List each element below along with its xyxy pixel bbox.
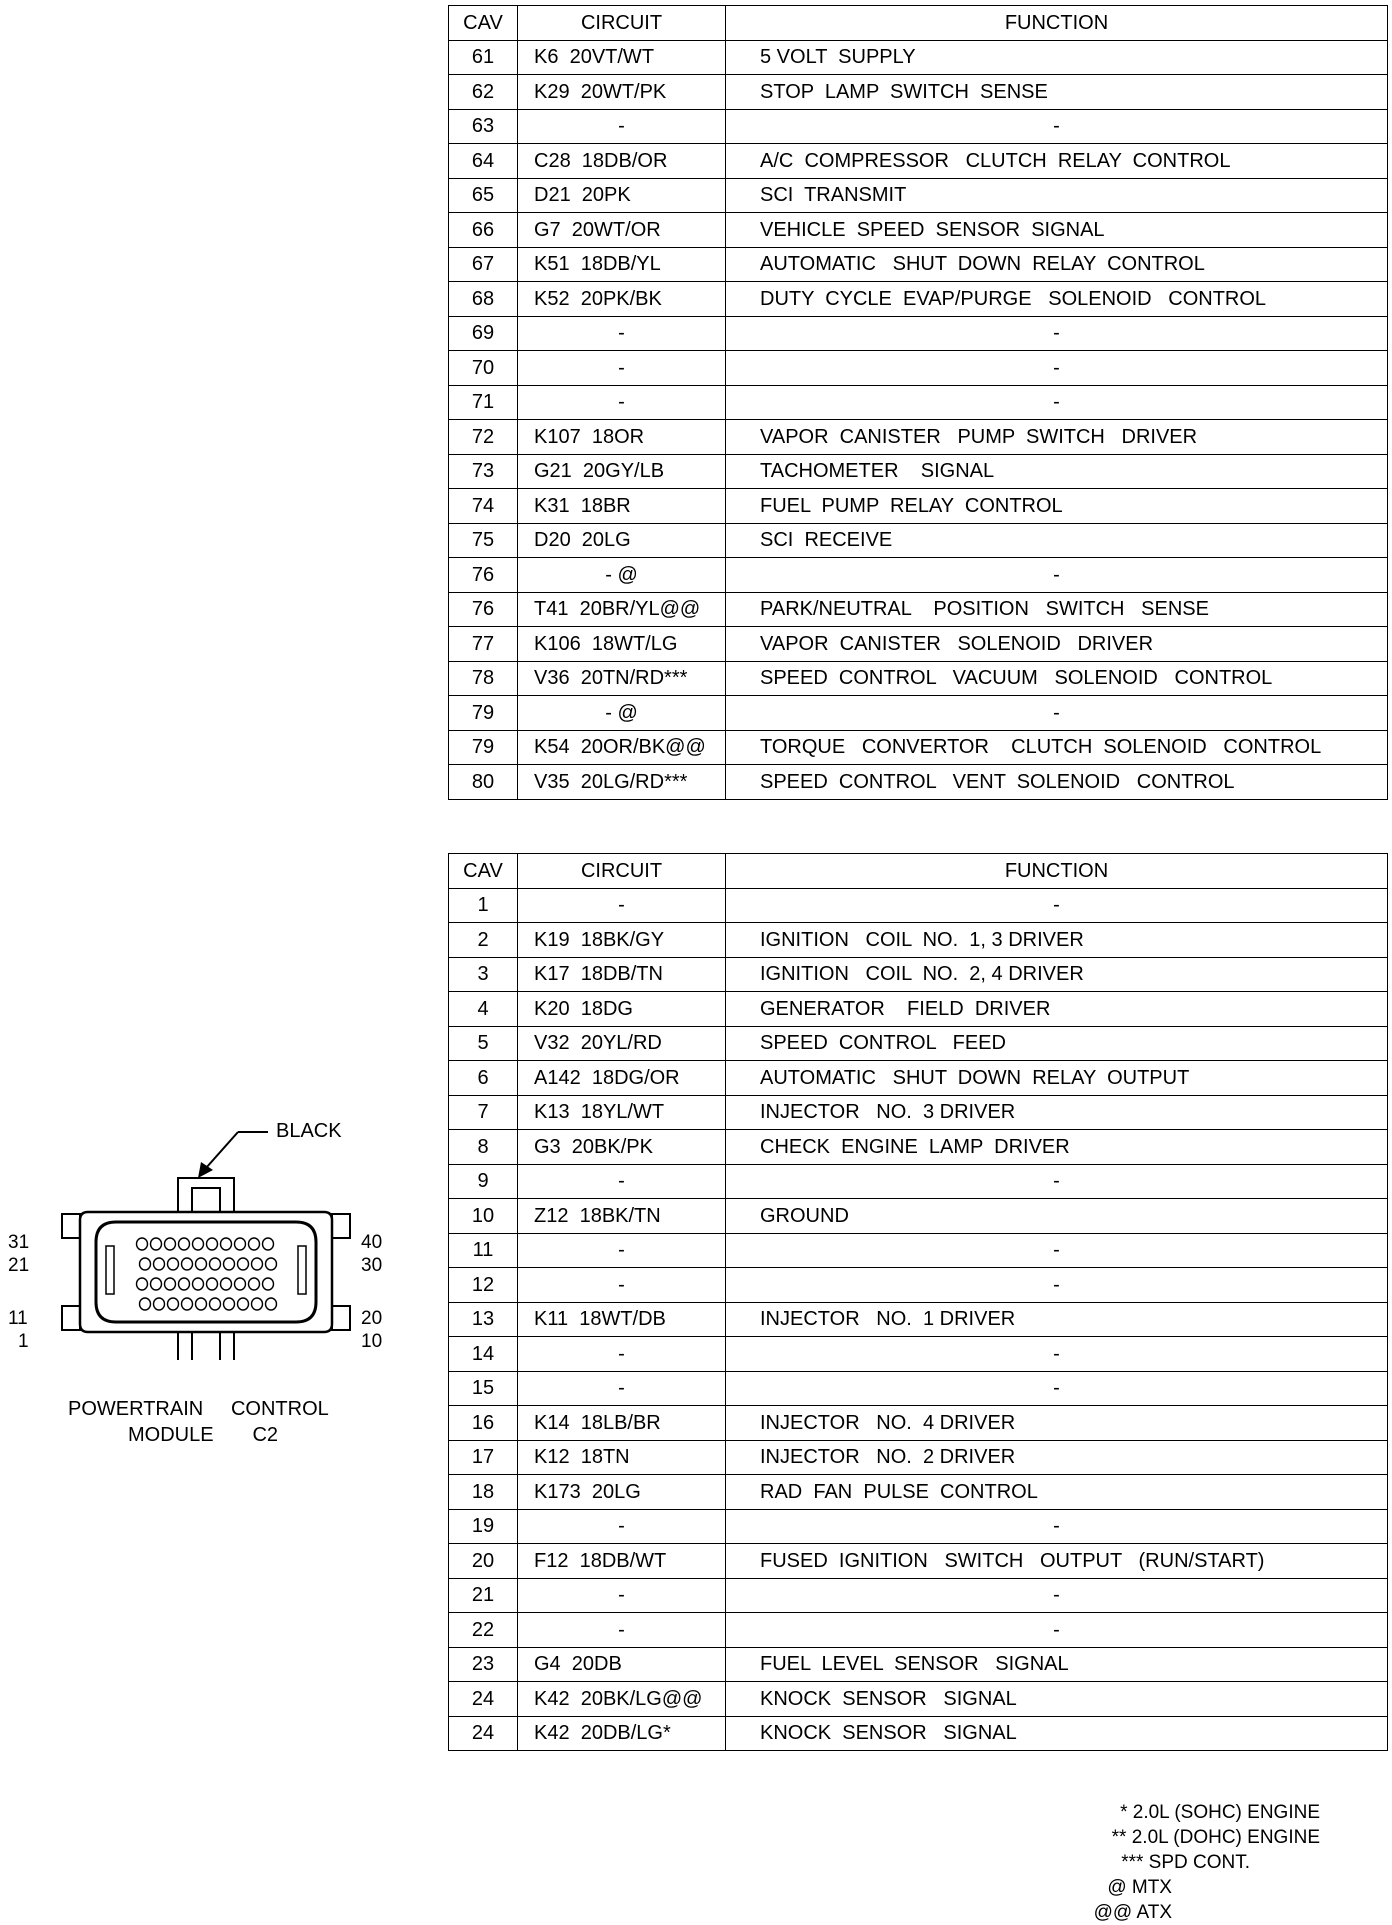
connector-name-line1: POWERTRAIN CONTROL — [68, 1398, 329, 1420]
pinout-table-top — [448, 5, 1388, 800]
cell-function: PARK/NEUTRAL POSITION SWITCH SENSE — [726, 592, 1388, 627]
cell-cav: 13 — [449, 1302, 518, 1337]
pin-label-30: 30 — [361, 1255, 383, 1276]
cell-cav: 63 — [449, 109, 518, 144]
cell-cav: 15 — [449, 1371, 518, 1406]
cell-cav: 75 — [449, 523, 518, 558]
cell-function: - — [726, 316, 1388, 351]
black-arrow-line — [206, 1132, 238, 1168]
pin-label-10: 10 — [361, 1331, 383, 1352]
cell-circuit: C28 18DB/OR — [518, 144, 726, 179]
cell-circuit: K31 18BR — [518, 489, 726, 524]
table-row — [449, 523, 1388, 558]
cell-function: - — [726, 351, 1388, 386]
cell-function: - — [726, 109, 1388, 144]
table-row — [449, 1371, 1388, 1406]
cell-function: - — [726, 1268, 1388, 1303]
table-row — [449, 282, 1388, 317]
cell-cav: 20 — [449, 1544, 518, 1579]
table-row — [449, 592, 1388, 627]
cell-function: - — [726, 888, 1388, 923]
table-row — [449, 1406, 1388, 1441]
table-row — [449, 40, 1388, 75]
cell-circuit: - — [518, 1337, 726, 1372]
table-row — [449, 1337, 1388, 1372]
cell-cav: 6 — [449, 1061, 518, 1096]
cell-cav: 24 — [449, 1682, 518, 1717]
table-row — [449, 1682, 1388, 1717]
table-row — [449, 1061, 1388, 1096]
cell-circuit: K11 18WT/DB — [518, 1302, 726, 1337]
cell-circuit: - — [518, 1509, 726, 1544]
pin-label-40: 40 — [361, 1232, 383, 1253]
cell-circuit: K12 18TN — [518, 1440, 726, 1475]
cell-cav: 72 — [449, 420, 518, 455]
cell-function: - — [726, 1233, 1388, 1268]
header-circuit: CIRCUIT — [518, 6, 726, 41]
cell-circuit: - — [518, 1233, 726, 1268]
pin-label-31: 31 — [8, 1232, 30, 1253]
cell-cav: 4 — [449, 992, 518, 1027]
cell-circuit: Z12 18BK/TN — [518, 1199, 726, 1234]
cell-function: TACHOMETER SIGNAL — [726, 454, 1388, 489]
cell-function: SPEED CONTROL VENT SOLENOID CONTROL — [726, 765, 1388, 800]
table-row — [449, 454, 1388, 489]
table-row — [449, 1026, 1388, 1061]
cell-circuit: - — [518, 1578, 726, 1613]
cell-circuit: G7 20WT/OR — [518, 213, 726, 248]
cell-circuit: V35 20LG/RD*** — [518, 765, 726, 800]
cell-function: VAPOR CANISTER PUMP SWITCH DRIVER — [726, 420, 1388, 455]
cell-function: - — [726, 1578, 1388, 1613]
table-row — [449, 213, 1388, 248]
table-row — [449, 351, 1388, 386]
cell-cav: 67 — [449, 247, 518, 282]
table-row — [449, 75, 1388, 110]
cell-cav: 74 — [449, 489, 518, 524]
table-body-top — [449, 40, 1388, 799]
pin-label-20: 20 — [361, 1308, 383, 1329]
table-row — [449, 923, 1388, 958]
cell-circuit: G3 20BK/PK — [518, 1130, 726, 1165]
cell-function: VEHICLE SPEED SENSOR SIGNAL — [726, 213, 1388, 248]
table-row — [449, 1164, 1388, 1199]
cell-function: INJECTOR NO. 2 DRIVER — [726, 1440, 1388, 1475]
cell-cav: 65 — [449, 178, 518, 213]
table-row — [449, 888, 1388, 923]
cell-function: RAD FAN PULSE CONTROL — [726, 1475, 1388, 1510]
header-cav: CAV — [449, 6, 518, 41]
cell-circuit: F12 18DB/WT — [518, 1544, 726, 1579]
cell-function: SCI TRANSMIT — [726, 178, 1388, 213]
cell-function: INJECTOR NO. 3 DRIVER — [726, 1095, 1388, 1130]
cell-cav: 10 — [449, 1199, 518, 1234]
cell-function: - — [726, 1371, 1388, 1406]
table-row — [449, 144, 1388, 179]
cell-circuit: K29 20WT/PK — [518, 75, 726, 110]
table-row — [449, 109, 1388, 144]
cell-function: - — [726, 696, 1388, 731]
cell-function: INJECTOR NO. 4 DRIVER — [726, 1406, 1388, 1441]
table-row — [449, 1647, 1388, 1682]
table-row — [449, 661, 1388, 696]
cell-cav: 66 — [449, 213, 518, 248]
cell-circuit: K14 18LB/BR — [518, 1406, 726, 1441]
cell-cav: 21 — [449, 1578, 518, 1613]
cell-circuit: K42 20BK/LG@@ — [518, 1682, 726, 1717]
cell-function: GROUND — [726, 1199, 1388, 1234]
cell-function: SPEED CONTROL VACUUM SOLENOID CONTROL — [726, 661, 1388, 696]
cell-cav: 71 — [449, 385, 518, 420]
cell-cav: 79 — [449, 730, 518, 765]
cell-circuit: K17 18DB/TN — [518, 957, 726, 992]
cell-circuit: - — [518, 888, 726, 923]
cell-function: - — [726, 1613, 1388, 1648]
cell-circuit: D21 20PK — [518, 178, 726, 213]
cell-circuit: K54 20OR/BK@@ — [518, 730, 726, 765]
cell-circuit: K107 18OR — [518, 420, 726, 455]
cell-function: VAPOR CANISTER SOLENOID DRIVER — [726, 627, 1388, 662]
footnote-legend — [1080, 1800, 1320, 1925]
legend-item: ** 2.0L (DOHC) ENGINE — [1111, 1827, 1320, 1848]
cell-circuit: K19 18BK/GY — [518, 923, 726, 958]
cell-circuit: - — [518, 385, 726, 420]
cell-cav: 64 — [449, 144, 518, 179]
table-row — [449, 696, 1388, 731]
cell-circuit: V36 20TN/RD*** — [518, 661, 726, 696]
table-row — [449, 627, 1388, 662]
cell-cav: 7 — [449, 1095, 518, 1130]
table-row — [449, 1716, 1388, 1751]
pin-label-1: 1 — [18, 1331, 29, 1352]
table-row — [449, 1199, 1388, 1234]
header-function: FUNCTION — [726, 6, 1388, 41]
cell-function: KNOCK SENSOR SIGNAL — [726, 1682, 1388, 1717]
cell-circuit: A142 18DG/OR — [518, 1061, 726, 1096]
table-row — [449, 558, 1388, 593]
cell-cav: 68 — [449, 282, 518, 317]
table-row — [449, 1095, 1388, 1130]
cell-function: KNOCK SENSOR SIGNAL — [726, 1716, 1388, 1751]
cell-function: FUEL LEVEL SENSOR SIGNAL — [726, 1647, 1388, 1682]
table-row — [449, 1578, 1388, 1613]
cell-circuit: K52 20PK/BK — [518, 282, 726, 317]
cell-cav: 24 — [449, 1716, 518, 1751]
table-row — [449, 1475, 1388, 1510]
header-function: FUNCTION — [726, 854, 1388, 889]
legend-item: *** SPD CONT. — [1121, 1852, 1250, 1873]
cell-circuit: T41 20BR/YL@@ — [518, 592, 726, 627]
cell-function: AUTOMATIC SHUT DOWN RELAY OUTPUT — [726, 1061, 1388, 1096]
cell-function: FUEL PUMP RELAY CONTROL — [726, 489, 1388, 524]
legend-item: * 2.0L (SOHC) ENGINE — [1120, 1802, 1320, 1823]
table-row — [449, 765, 1388, 800]
cell-circuit: K173 20LG — [518, 1475, 726, 1510]
cell-cav: 3 — [449, 957, 518, 992]
cell-cav: 11 — [449, 1233, 518, 1268]
cell-circuit: - @ — [518, 558, 726, 593]
cell-function: SCI RECEIVE — [726, 523, 1388, 558]
pin-label-21: 21 — [8, 1255, 30, 1276]
table-header-row — [449, 6, 1388, 41]
cell-function: DUTY CYCLE EVAP/PURGE SOLENOID CONTROL — [726, 282, 1388, 317]
cell-function: 5 VOLT SUPPLY — [726, 40, 1388, 75]
cell-circuit: - — [518, 351, 726, 386]
cell-cav: 73 — [449, 454, 518, 489]
cell-function: TORQUE CONVERTOR CLUTCH SOLENOID CONTROL — [726, 730, 1388, 765]
cell-cav: 69 — [449, 316, 518, 351]
table-row — [449, 247, 1388, 282]
table-row — [449, 489, 1388, 524]
cell-cav: 22 — [449, 1613, 518, 1648]
cell-function: A/C COMPRESSOR CLUTCH RELAY CONTROL — [726, 144, 1388, 179]
table-row — [449, 992, 1388, 1027]
legend-item: @ MTX — [1107, 1877, 1172, 1898]
cell-circuit: K42 20DB/LG* — [518, 1716, 726, 1751]
table-row — [449, 385, 1388, 420]
table-row — [449, 1613, 1388, 1648]
table-row — [449, 316, 1388, 351]
cell-cav: 77 — [449, 627, 518, 662]
header-cav: CAV — [449, 854, 518, 889]
cell-circuit: K51 18DB/YL — [518, 247, 726, 282]
cell-circuit: K106 18WT/LG — [518, 627, 726, 662]
table-row — [449, 957, 1388, 992]
cell-circuit: G21 20GY/LB — [518, 454, 726, 489]
cell-circuit: K20 18DG — [518, 992, 726, 1027]
cell-cav: 80 — [449, 765, 518, 800]
cell-cav: 9 — [449, 1164, 518, 1199]
cell-function: - — [726, 1509, 1388, 1544]
cell-cav: 8 — [449, 1130, 518, 1165]
table-row — [449, 420, 1388, 455]
cell-cav: 18 — [449, 1475, 518, 1510]
table-row — [449, 1544, 1388, 1579]
pin-label-11: 11 — [8, 1308, 28, 1329]
cell-function: GENERATOR FIELD DRIVER — [726, 992, 1388, 1027]
cell-circuit: K13 18YL/WT — [518, 1095, 726, 1130]
table-header-row — [449, 854, 1388, 889]
table-row — [449, 1268, 1388, 1303]
cell-circuit: - — [518, 1164, 726, 1199]
table-body-bottom — [449, 888, 1388, 1751]
cell-cav: 61 — [449, 40, 518, 75]
cell-cav: 62 — [449, 75, 518, 110]
table-row — [449, 1509, 1388, 1544]
table-row — [449, 178, 1388, 213]
cell-function: - — [726, 558, 1388, 593]
cell-circuit: - — [518, 109, 726, 144]
table-row — [449, 730, 1388, 765]
cell-function: FUSED IGNITION SWITCH OUTPUT (RUN/START) — [726, 1544, 1388, 1579]
cell-cav: 5 — [449, 1026, 518, 1061]
cell-cav: 76 — [449, 558, 518, 593]
cell-cav: 2 — [449, 923, 518, 958]
cell-circuit: V32 20YL/RD — [518, 1026, 726, 1061]
cell-circuit: - — [518, 1268, 726, 1303]
cell-cav: 14 — [449, 1337, 518, 1372]
cell-function: IGNITION COIL NO. 1, 3 DRIVER — [726, 923, 1388, 958]
arrow-head-icon — [198, 1162, 213, 1178]
cell-circuit: D20 20LG — [518, 523, 726, 558]
cell-cav: 70 — [449, 351, 518, 386]
cell-circuit: G4 20DB — [518, 1647, 726, 1682]
cell-circuit: - — [518, 1613, 726, 1648]
cell-cav: 19 — [449, 1509, 518, 1544]
cell-function: AUTOMATIC SHUT DOWN RELAY CONTROL — [726, 247, 1388, 282]
cell-circuit: K6 20VT/WT — [518, 40, 726, 75]
cell-cav: 76 — [449, 592, 518, 627]
cell-cav: 12 — [449, 1268, 518, 1303]
cell-function: - — [726, 1164, 1388, 1199]
cell-function: SPEED CONTROL FEED — [726, 1026, 1388, 1061]
cell-cav: 16 — [449, 1406, 518, 1441]
cell-cav: 23 — [449, 1647, 518, 1682]
table-row — [449, 1440, 1388, 1475]
cell-circuit: - — [518, 316, 726, 351]
cell-function: IGNITION COIL NO. 2, 4 DRIVER — [726, 957, 1388, 992]
cell-function: - — [726, 385, 1388, 420]
cell-circuit: - @ — [518, 696, 726, 731]
cell-function: CHECK ENGINE LAMP DRIVER — [726, 1130, 1388, 1165]
cell-function: - — [726, 1337, 1388, 1372]
cell-circuit: - — [518, 1371, 726, 1406]
connector-color-label: BLACK — [276, 1120, 342, 1142]
cell-cav: 79 — [449, 696, 518, 731]
cell-cav: 1 — [449, 888, 518, 923]
header-circuit: CIRCUIT — [518, 854, 726, 889]
cell-cav: 17 — [449, 1440, 518, 1475]
pinout-table-bottom — [448, 853, 1388, 1751]
table-row — [449, 1130, 1388, 1165]
cell-function: INJECTOR NO. 1 DRIVER — [726, 1302, 1388, 1337]
connector-name-line2: MODULE C2 — [128, 1424, 279, 1446]
table-row — [449, 1233, 1388, 1268]
table-row — [449, 1302, 1388, 1337]
legend-item: @@ ATX — [1093, 1902, 1172, 1923]
cell-function: STOP LAMP SWITCH SENSE — [726, 75, 1388, 110]
cell-cav: 78 — [449, 661, 518, 696]
